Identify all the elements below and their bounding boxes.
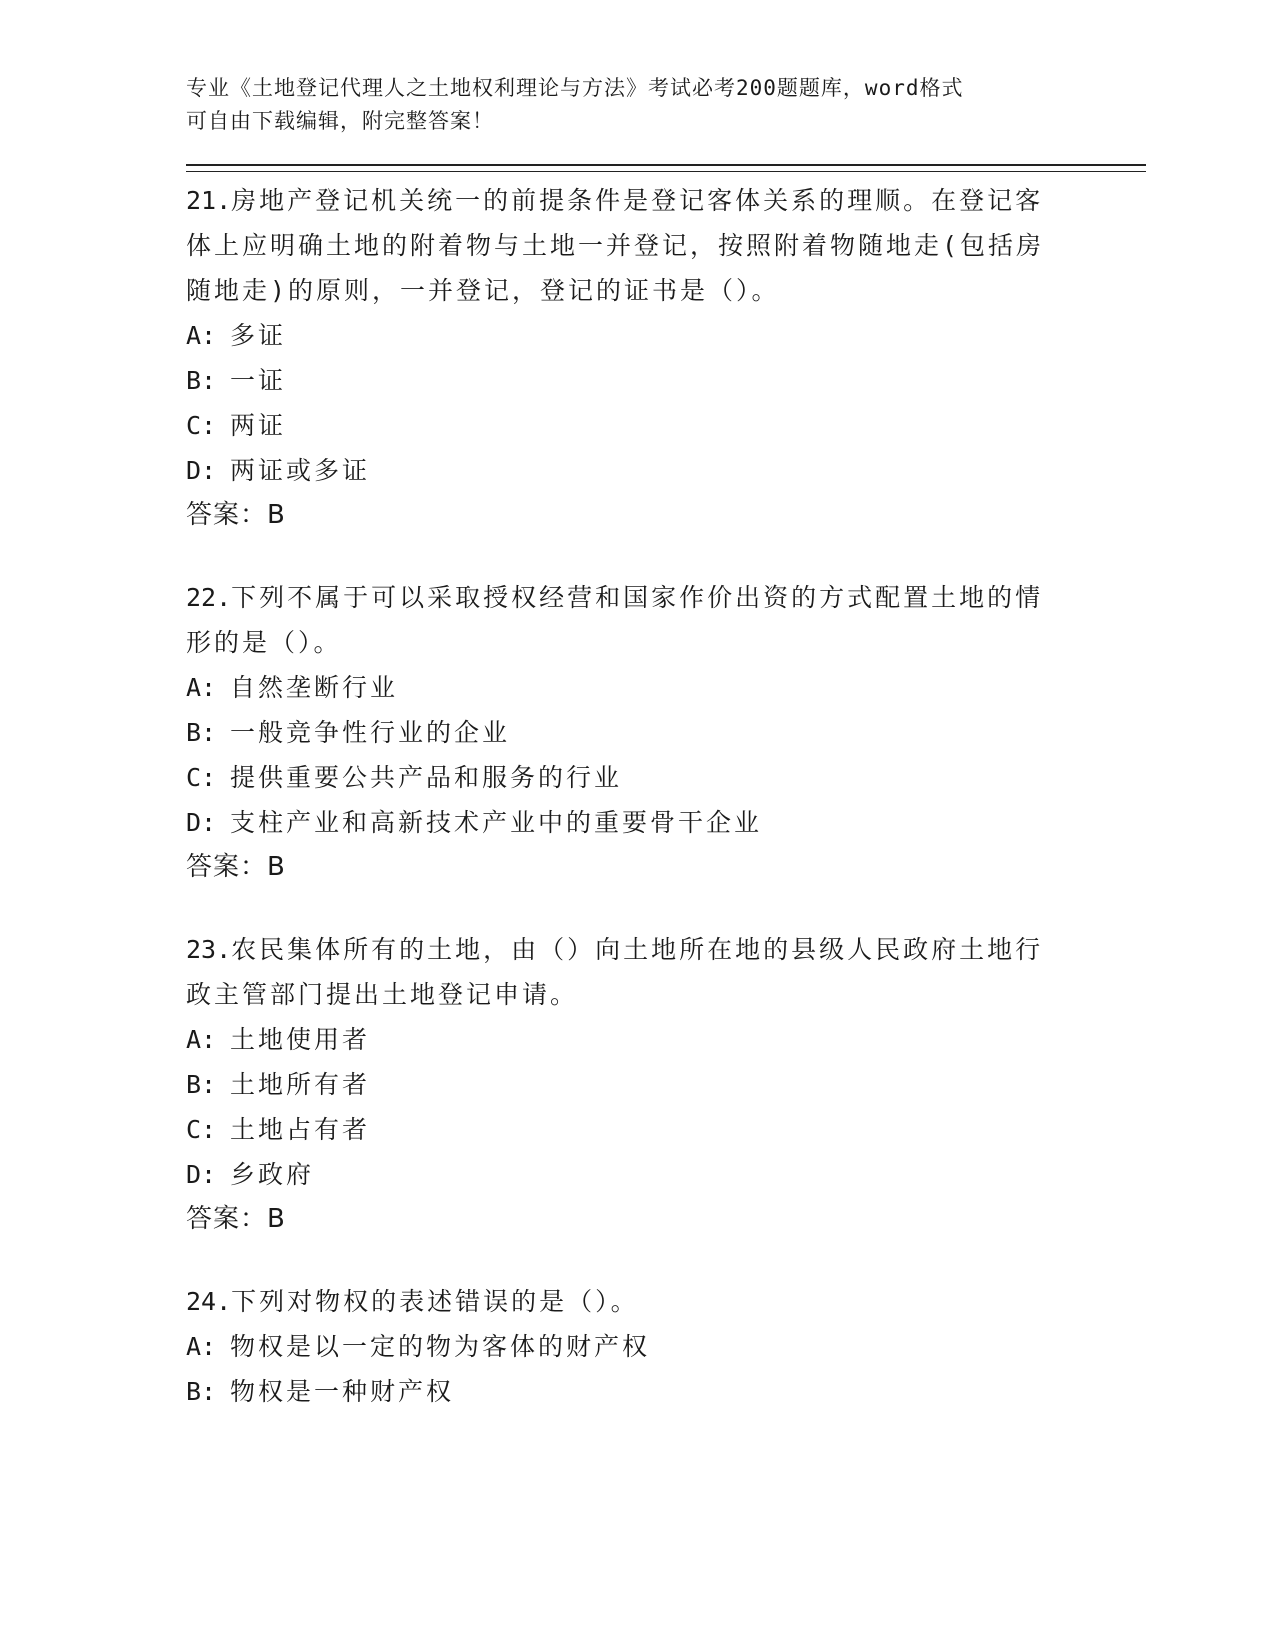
option-d xyxy=(186,448,1146,493)
question-text: 下列对物权的表述错误的是（）。 xyxy=(231,1287,639,1316)
option-letter: A: xyxy=(186,1025,217,1054)
option-letter: A: xyxy=(186,673,217,702)
answer-line: 答案：B xyxy=(186,500,286,530)
question-text: 下列不属于可以采取授权经营和国家作价出资的方式配置土地的情形的是（）。 xyxy=(186,583,1044,657)
option-d xyxy=(186,1152,1146,1197)
option-text: 土地使用者 xyxy=(230,1025,371,1054)
question-24 xyxy=(186,1279,1146,1414)
question-stem xyxy=(186,575,1066,665)
option-a xyxy=(186,665,1146,710)
option-text: 支柱产业和高新技术产业中的重要骨干企业 xyxy=(230,808,763,837)
option-c xyxy=(186,403,1146,448)
question-number: 24. xyxy=(186,1287,232,1316)
option-letter: C: xyxy=(186,1115,217,1144)
option-text: 两证或多证 xyxy=(230,456,371,485)
answer-line: 答案：B xyxy=(186,852,286,882)
option-text: 两证 xyxy=(230,411,287,440)
question-stem xyxy=(186,1279,1066,1324)
document-page xyxy=(186,0,1146,1451)
option-letter: B: xyxy=(186,718,217,747)
option-letter: A: xyxy=(186,1332,217,1361)
option-text: 乡政府 xyxy=(230,1160,315,1189)
question-number: 22. xyxy=(186,583,232,612)
question-number: 21. xyxy=(186,186,232,215)
option-b xyxy=(186,710,1146,755)
option-text: 一般竞争性行业的企业 xyxy=(230,718,511,747)
option-text: 物权是以一定的物为客体的财产权 xyxy=(230,1332,651,1361)
option-letter: D: xyxy=(186,808,217,837)
answer-line: 答案：B xyxy=(186,1204,286,1234)
question-23 xyxy=(186,927,1146,1242)
option-text: 一证 xyxy=(230,366,287,395)
option-letter: D: xyxy=(186,1160,217,1189)
option-letter: C: xyxy=(186,763,217,792)
option-a xyxy=(186,1324,1146,1369)
option-letter: B: xyxy=(186,1070,217,1099)
option-b xyxy=(186,358,1146,403)
option-text: 物权是一种财产权 xyxy=(230,1377,455,1406)
option-text: 提供重要公共产品和服务的行业 xyxy=(230,763,623,792)
option-b xyxy=(186,1062,1146,1107)
option-d xyxy=(186,800,1146,845)
option-letter: B: xyxy=(186,1377,217,1406)
question-21 xyxy=(186,178,1146,538)
question-text: 房地产登记机关统一的前提条件是登记客体关系的理顺。在登记客体上应明确土地的附着物与土地一并登记，按照附着物随地走(包括房随地走)的原则，一并登记，登记的证书是（）。 xyxy=(186,186,1045,305)
option-text: 多证 xyxy=(230,321,287,350)
option-letter: C: xyxy=(186,411,217,440)
header-line-1: 专业《土地登记代理人之土地权利理论与方法》考试必考200题题库，word格式 xyxy=(186,76,964,100)
question-text: 农民集体所有的土地，由（）向土地所在地的县级人民政府土地行政主管部门提出土地登记申请。 xyxy=(186,935,1044,1009)
option-b xyxy=(186,1369,1146,1414)
header-divider xyxy=(186,164,1146,172)
question-list xyxy=(186,178,1146,1414)
option-a xyxy=(186,313,1146,358)
question-number: 23. xyxy=(186,935,232,964)
option-letter: A: xyxy=(186,321,217,350)
question-22 xyxy=(186,575,1146,890)
option-a xyxy=(186,1017,1146,1062)
option-letter: D: xyxy=(186,456,217,485)
question-stem xyxy=(186,927,1066,1017)
option-text: 土地所有者 xyxy=(230,1070,371,1099)
option-text: 自然垄断行业 xyxy=(230,673,399,702)
option-c xyxy=(186,1107,1146,1152)
question-stem xyxy=(186,178,1066,313)
document-header xyxy=(186,72,1066,138)
option-letter: B: xyxy=(186,366,217,395)
option-c xyxy=(186,755,1146,800)
header-line-2: 可自由下载编辑，附完整答案！ xyxy=(186,109,494,133)
option-text: 土地占有者 xyxy=(230,1115,371,1144)
